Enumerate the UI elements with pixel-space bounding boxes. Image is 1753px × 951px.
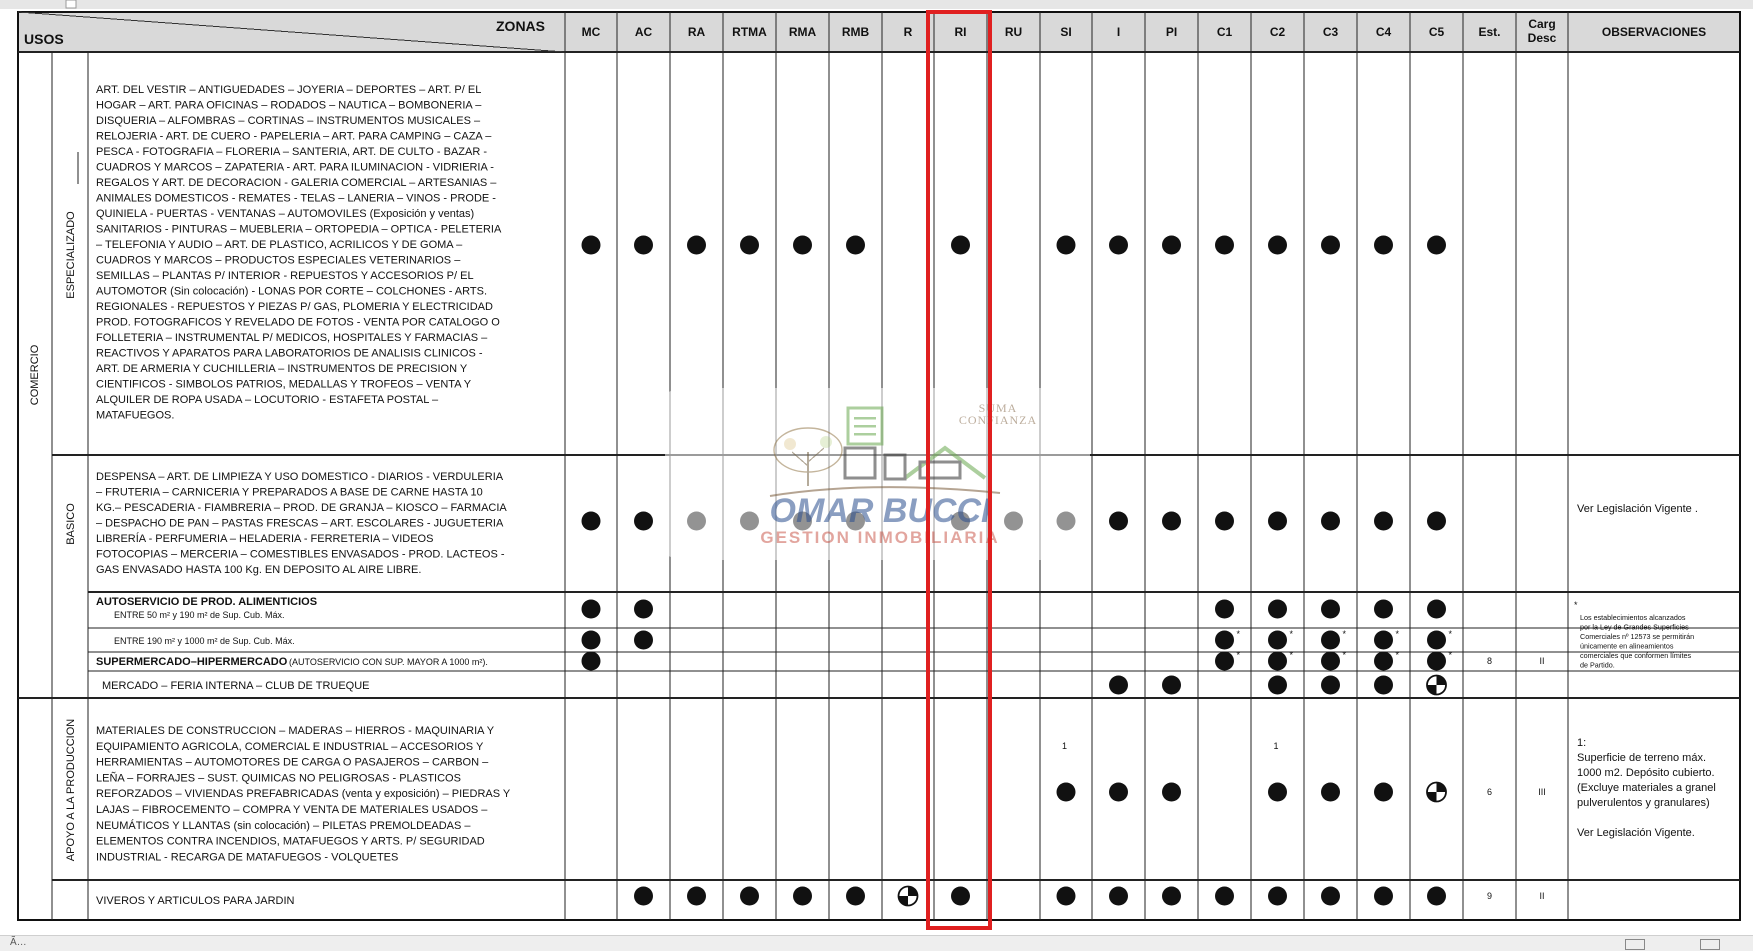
watermark-tagline-2: CONFIANZA [958,413,1038,427]
header-zone-mc: MC [581,25,601,39]
watermark-logo [665,388,1090,560]
dot-autoservicio-1-c2 [1268,600,1287,619]
dot-especializado-c1 [1215,236,1234,255]
dot-especializado-rmb [846,236,865,255]
especializado-line: HOGAR – ART. PARA OFICINAS – RODADOS – NAUTICA – BOMBONERIA – [96,99,482,112]
especializado-line: CUADROS Y MARCOS – ZAPATERIA - ART. PARA ILUMINACION - VIDRIERIA - [96,161,494,174]
header-zone-c4: C4 [1375,25,1392,39]
dot-viveros-rmb [846,887,865,906]
especializado-line: RELOJERIA - ART. DE CUERO - PAPELERIA – ART. PARA CAMPING – CAZA – [96,130,492,143]
dot-star: * [1289,629,1294,639]
dot-basico-c1 [1215,512,1234,531]
dot-supermercado-mc [582,652,601,671]
top-strip [0,0,1753,9]
supermercado-note: (AUTOSERVICIO CON SUP. MAYOR A 1000 m²). [289,657,488,667]
dot-viveros-ra [687,887,706,906]
dot-autoservicio-2-c3 [1321,631,1340,650]
dot-especializado-i [1109,236,1128,255]
dot-autoservicio-2-ac [634,631,653,650]
dot-viveros-ri [951,887,970,906]
dot-star: * [1448,629,1453,639]
especializado-line: – TELEFONIA Y AUDIO – ART. DE PLASTICO, ACRILICOS Y DE GOMA – [96,239,463,251]
dot-star: * [1236,629,1241,639]
header-zone-ri: RI [954,25,967,39]
dot-star: * [1236,650,1241,660]
dot-especializado-c3 [1321,236,1340,255]
dot-mercado-i [1109,676,1128,695]
dot-autoservicio-2-c2 [1268,631,1287,650]
apoyo-line: LAJAS – FIBROCEMENTO – COMPRA Y VENTA DE MATERIALES USADOS – [96,804,488,816]
header-zone-si: SI [1060,25,1072,39]
dot-autoservicio-2-c1 [1215,631,1234,650]
dot-star: * [1342,629,1347,639]
dot-basico-c2 [1268,512,1287,531]
viveros-label: VIVEROS Y ARTICULOS PARA JARDIN [96,895,295,907]
autoservicio-range-2: ENTRE 190 m² y 1000 m² de Sup. Cub. Máx. [114,636,295,646]
basico-line: FOTOCOPIAS – MERCERIA – COMESTIBLES ENVASADOS - PROD. LACTEOS - [96,548,505,561]
dot-especializado-c2 [1268,236,1287,255]
mercado-label: MERCADO – FERIA INTERNA – CLUB DE TRUEQUE [102,680,370,692]
dot-mercado-c3 [1321,676,1340,695]
obs-line: Ver Legislación Vigente . [1577,503,1698,515]
apoyo-line: NEUMÁTICOS Y LLANTAS (sin colocación) – PILETAS PREMOLDEADAS – [96,819,471,832]
dot-supermercado-c3 [1321,652,1340,671]
especializado-line: CUADROS Y MARCOS – PRODUCTOS ESPECIALES VETERINARIOS – [96,254,461,267]
dot-apoyo-c2 [1268,783,1287,802]
dot-autoservicio-2-mc [582,631,601,650]
dot-basico-c4 [1374,512,1393,531]
note-line: comerciales que conformen límites [1580,651,1692,660]
basico-line: – DESPACHO DE PAN – PASTAS FRESCAS – ART. ESCOLARES - JUGUETERIA [96,517,504,530]
dot-viveros-si [1057,887,1076,906]
note-line: de Partido. [1580,660,1615,670]
dot-especializado-rma [793,236,812,255]
carg-apoyo: III [1538,787,1546,797]
header-zonas: ZONAS [496,18,545,34]
dot-star: * [1342,650,1347,660]
header-est: Est. [1478,25,1501,39]
subcategory-basico: BASICO [65,503,77,545]
dot-viveros-rtma [740,887,759,906]
apoyo-line: REFORZADOS – VIVIENDAS PREFABRICADAS (venta y exposición) – PIEDRAS Y [96,788,511,801]
est-viveros: 9 [1486,891,1493,901]
especializado-line: REGALOS Y ART. DE DECORACION - GALERIA COMERCIAL – ARTESANIAS – [96,177,497,189]
note-line: Comerciales nº 12573 se permitirán [1580,632,1695,641]
dot-autoservicio-2-c5 [1427,631,1446,650]
dot-basico-i [1109,512,1128,531]
header-zone-i: I [1116,25,1121,39]
header-zone-ac: AC [634,25,653,39]
header-zone-rtma: RTMA [732,25,767,39]
obs-line: pulverulentos y granulares) [1577,797,1710,809]
dot-apoyo-pi [1162,783,1181,802]
especializado-line: REACTIVOS Y APARATOS PARA LABORATORIOS DE ANALISIS CLINICOS - [96,347,483,360]
dot-supermercado-c4 [1374,652,1393,671]
dot-viveros-pi [1162,887,1181,906]
dot-especializado-ra [687,236,706,255]
dot-basico-ac [634,512,653,531]
dot-autoservicio-1-ac [634,600,653,619]
header-zone-c5: C5 [1428,25,1445,39]
mark-c2: 1 [1273,741,1279,751]
obs-line: Ver Legislación Vigente. [1577,827,1695,839]
header-zone-pi: PI [1165,25,1178,39]
dot-basico-pi [1162,512,1181,531]
apoyo-line: LEÑA – FORRAJES – SUST. QUIMICAS NO PELIGROSAS - PLASTICOS [96,772,461,785]
dot-especializado-ri [951,236,970,255]
dot-star: * [1395,629,1400,639]
dot-apoyo-c3 [1321,783,1340,802]
especializado-line: SEMILLAS – PLANTAS P/ INTERIOR - REPUESTOS Y ACCESORIOS P/ EL [96,270,474,282]
carg-viveros: II [1539,891,1545,901]
obs-line: 1: [1577,737,1587,749]
dot-autoservicio-1-c3 [1321,600,1340,619]
basico-line: GAS ENVASADO HASTA 100 Kg. EN DEPOSITO AL AIRE LIBRE. [96,564,422,576]
dot-viveros-rma [793,887,812,906]
dot-autoservicio-1-c5 [1427,600,1446,619]
basico-line: KG.– PESCADERIA - FIAMBRERIA – PROD. DE GRANJA – KIOSCO – FARMACIA [96,502,507,514]
dot-star: * [1289,650,1294,660]
basico-line: LIBRERÍA - PERFUMERIA – HELADERIA - FERRETERIA – VIDEOS [96,533,434,545]
especializado-line: SANITARIOS - PINTURAS – MUEBLERIA – ORTOPEDIA – OPTICA - PELETERIA [96,223,502,236]
dot-apoyo-i [1109,783,1128,802]
especializado-line: FOLLETERIA – INSTRUMENTAL P/ MEDICOS, HOSPITALES Y FARMACIAS – [96,332,488,344]
note-line: Los establecimientos alcanzados [1580,613,1686,622]
dot-autoservicio-1-c1 [1215,600,1234,619]
dot-autoservicio-2-c4 [1374,631,1393,650]
especializado-line: QUINIELA - PUERTAS - VENTANAS – AUTOMOVILES (Exposición y ventas) [96,208,475,220]
header-zone-r: R [903,25,913,39]
watermark-name: OMAR BUCCI [769,492,991,530]
dot-supermercado-c2 [1268,652,1287,671]
obs-line: 1000 m2. Depósito cubierto. [1577,767,1715,779]
obs-line: Superficie de terreno máx. [1577,752,1707,764]
especializado-line: PROD. FOTOGRAFICOS Y REVELADO DE FOTOS - VENTA POR CATALOGO O [96,316,500,329]
header-zone-c3: C3 [1322,25,1339,39]
note-star: * [1574,600,1578,610]
apoyo-line: EQUIPAMIENTO AGRICOLA, COMERCIAL E INDUSTRIAL – ACCESORIOS Y [96,740,484,753]
header-zone-ru: RU [1004,25,1023,39]
dot-basico-mc [582,512,601,531]
header-zone-ra: RA [687,25,706,39]
header-usos: USOS [24,31,64,47]
especializado-line: PESCA - FOTOGRAFIA – FLORERIA – SANTERIA, ART. DE CULTO - BAZAR - [96,146,487,158]
especializado-line: REGIONALES - REPUESTOS Y PIEZAS P/ GAS, PLOMERIA Y ELECTRICIDAD [96,301,493,313]
autoservicio-range-1: ENTRE 50 m² y 190 m² de Sup. Cub. Máx. [114,610,285,620]
especializado-line: DISQUERIA – ALFOMBRAS – CORTINAS – INSTRUMENTOS MUSICALES – [96,115,481,127]
dot-basico-c5 [1427,512,1446,531]
view-icon[interactable] [1625,939,1645,950]
dot-especializado-pi [1162,236,1181,255]
header-desc: Desc [1527,31,1557,45]
dot-viveros-i [1109,887,1128,906]
dot-especializado-si [1057,236,1076,255]
autoservicio-title: AUTOSERVICIO DE PROD. ALIMENTICIOS [96,596,318,608]
especializado-line: CIENTIFICOS - SIMBOLOS PATRIOS, MEDALLAS Y TROFEOS – VENTA Y [96,378,472,391]
page-icon[interactable] [1700,939,1720,950]
especializado-line: AUTOMOTOR (Sin colocación) - LONAS POR CORTE – COLCHONES - ARTS. [96,285,487,298]
apoyo-line: HERRAMIENTAS – AUTOMOTORES DE CARGA O PASAJEROS – CARBON – [96,756,489,769]
dot-viveros-c5 [1427,887,1446,906]
dot-autoservicio-1-mc [582,600,601,619]
carg-supermercado: II [1539,656,1545,666]
header-zone-c2: C2 [1269,25,1286,39]
especializado-line: ANIMALES DOMESTICOS - REMATES - TELAS – LANERIA – VINOS - PRODE - [96,192,496,205]
dot-supermercado-c1 [1215,652,1234,671]
dot-especializado-ac [634,236,653,255]
apoyo-line: ELEMENTOS CONTRA INCENDIOS, MATAFUEGOS Y ARTS. P/ SEGURIDAD [96,835,485,848]
category-apoyo: APOYO A LA PRODUCCION [65,718,77,862]
dot-apoyo-c4 [1374,783,1393,802]
dot-supermercado-c5 [1427,652,1446,671]
watermark-subtitle: GESTION INMOBILIARIA [760,528,1000,547]
basico-line: DESPENSA – ART. DE LIMPIEZA Y USO DOMESTICO - DIARIOS - VERDULERIA [96,471,504,483]
especializado-line: ART. DEL VESTIR – ANTIGUEDADES – JOYERIA – DEPORTES – ART. P/ EL [96,84,482,96]
apoyo-line: MATERIALES DE CONSTRUCCION – MADERAS – HIERROS - MAQUINARIA Y [96,725,495,737]
header-zone-rmb: RMB [841,25,870,39]
header-zone-c1: C1 [1216,25,1233,39]
half-dot-apoyo-c5 [1427,783,1446,802]
note-line: por la Ley de Grandes Superficies [1580,622,1689,632]
especializado-line: MATAFUEGOS. [96,409,175,422]
dot-star: * [1448,650,1453,660]
dot-viveros-c4 [1374,887,1393,906]
dot-viveros-c1 [1215,887,1234,906]
supermercado-title: SUPERMERCADO–HIPERMERCADO [96,656,288,668]
note-line: únicamente en alineamientos [1580,641,1674,651]
status-text: Ã… [10,937,27,948]
top-corner-box [66,0,76,8]
dot-mercado-c2 [1268,676,1287,695]
especializado-line: ALQUILER DE ROPA USADA – LOCUTORIO - ESTAFETA POSTAL – [96,394,439,406]
est-apoyo: 6 [1486,787,1493,797]
dot-mercado-c4 [1374,676,1393,695]
dot-mercado-pi [1162,676,1181,695]
header-observaciones: OBSERVACIONES [1601,25,1707,39]
status-bar [0,935,1753,951]
dot-especializado-c4 [1374,236,1393,255]
est-supermercado: 8 [1486,656,1493,666]
dot-viveros-c2 [1268,887,1287,906]
basico-line: – FRUTERIA – CARNICERIA Y PREPARADOS A BASE DE CARNE HASTA 10 [96,486,483,499]
dot-especializado-c5 [1427,236,1446,255]
dot-viveros-ac [634,887,653,906]
dot-basico-c3 [1321,512,1340,531]
obs-line: (Excluye materiales a granel [1577,782,1716,794]
header-zone-rma: RMA [788,25,817,39]
dot-autoservicio-1-c4 [1374,600,1393,619]
subcategory-especializado: ESPECIALIZADO [65,211,77,299]
dot-star: * [1395,650,1400,660]
mark-si: 1 [1062,741,1068,751]
category-comercio: COMERCIO [29,344,41,406]
watermark-tagline-1: SUMA [978,401,1018,415]
dot-apoyo-si [1057,783,1076,802]
half-dot-mercado-c5 [1427,676,1446,695]
dot-viveros-c3 [1321,887,1340,906]
especializado-line: ART. DE ARMERIA Y CUCHILLERIA – INSTRUMENTOS DE PRECISION Y [96,363,468,375]
half-dot-viveros-r [899,887,918,906]
dot-especializado-rtma [740,236,759,255]
header-carg: Carg [1528,17,1556,31]
apoyo-line: INDUSTRIAL - RECARGA DE MATAFUEGOS - VOLQUETES [96,851,399,864]
dot-especializado-mc [582,236,601,255]
